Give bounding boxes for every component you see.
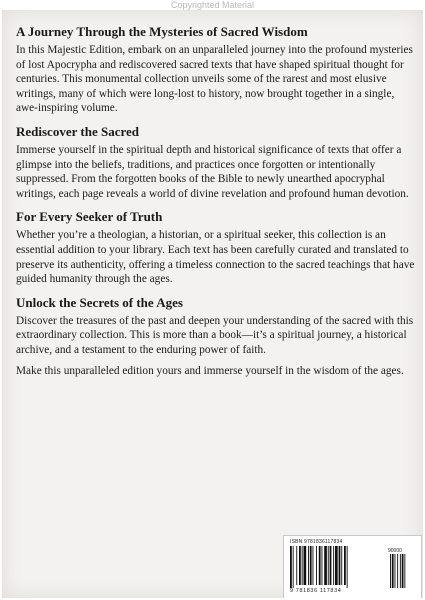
price-code: 90000 bbox=[388, 548, 402, 554]
isbn-label: ISBN 9781836117834 bbox=[290, 539, 343, 545]
section-heading-seeker: For Every Seeker of Truth bbox=[16, 209, 163, 225]
barcode-digits: 9 781836 117834 bbox=[290, 588, 342, 594]
section-paragraph-journey: In this Majestic Edition, embark on an unparalleled journey into the profound mysteries of lost Apocrypha and rediscovered sacred texts that have shaped spiritual thought for centuries. This monumental collection unveils some of the rarest and most elusive writings, many of which were long-lost to history, now brought together in a single, awe-inspiring volume. bbox=[16, 44, 413, 115]
book-back-cover bbox=[2, 10, 423, 598]
section-paragraph-seeker: Whether you’re a theologian, a historian, or a spiritual seeker, this collection is an essential addition to your library. Each text has been carefully curated and translated to preserve its authenticity, offering a timeless connection to the sacred teachings that have guided humanity through the ages. bbox=[16, 229, 415, 286]
section-heading-journey: A Journey Through the Mysteries of Sacred Wisdom bbox=[16, 24, 308, 39]
section-heading-rediscover: Rediscover the Sacred bbox=[16, 123, 139, 139]
isbn-barcode bbox=[283, 535, 422, 598]
barcode-icon bbox=[290, 546, 415, 588]
section-paragraph-rediscover: Immerse yourself in the spiritual depth and historical significance of texts that offer a glimpse into the beliefs, traditions, and practices once forgotten or intentionally suppressed. From the forgotten books of the Bible to newly unearthed apocryphal writings, each page reveals a world of divine revelation and profound human devotion. bbox=[16, 143, 409, 200]
section-paragraph-closing: Make this unparalleled edition yours and immerse yourself in the wisdom of the ages. bbox=[16, 364, 404, 377]
section-heading-unlock: Unlock the Secrets of the Ages bbox=[16, 294, 183, 310]
blurb-content bbox=[16, 24, 416, 382]
section-paragraph-unlock: Discover the treasures of the past and deepen your understanding of the sacred with this extraordinary collection. This is more than a book—it’s a spiritual journey, a historical archive, and a testament to the enduring power of faith. bbox=[16, 314, 414, 356]
copyright-watermark: Copyrighted Material bbox=[170, 0, 255, 10]
